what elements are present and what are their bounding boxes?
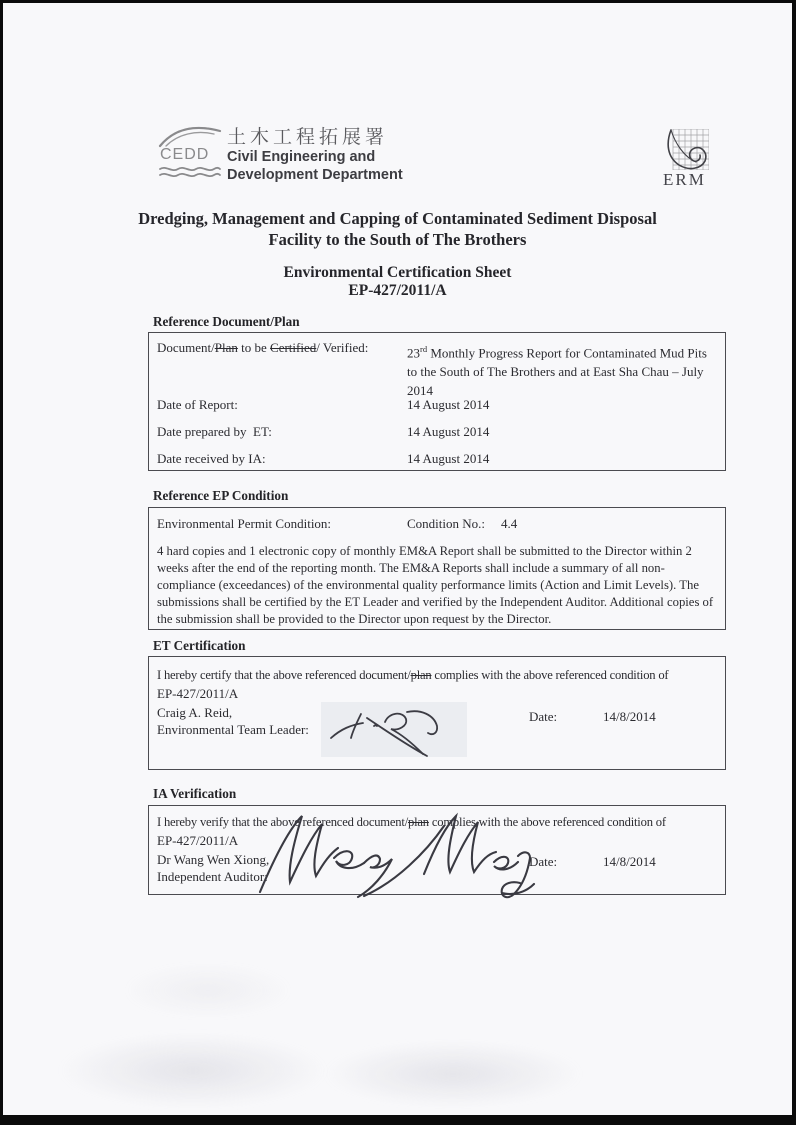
et-date-label: Date:: [529, 709, 558, 724]
cedd-wave-top-icon: [158, 122, 222, 148]
condition-no-label: Condition No.:: [407, 516, 486, 531]
et-statement-part1: I hereby certify that the above referenced document/: [157, 668, 411, 682]
document-label-part2: to be: [237, 340, 271, 355]
et-statement-struck-plan: plan: [410, 668, 432, 682]
cedd-acronym: CEDD: [160, 146, 210, 163]
cedd-english-name-line1: Civil Engineering and: [227, 149, 376, 165]
document-label-part3: / Verified:: [316, 340, 369, 355]
date-received-value: 14 August 2014: [407, 451, 490, 466]
ia-statement-part1: I hereby verify that the above referenced document/: [157, 815, 408, 829]
document-label-struck-plan: Plan: [214, 340, 238, 355]
date-prepared-label: Date prepared by ET:: [157, 424, 272, 439]
document-value-text: Monthly Progress Report for Contaminated Mud Pits to the South of The Brothers and at East Sha Chau – July 2014: [407, 345, 707, 399]
document-label-struck-certified: Certified: [270, 340, 317, 355]
reference-ep-box: [148, 507, 726, 630]
document-page: [3, 3, 792, 1115]
ia-signatory-title: Independent Auditor:: [157, 869, 268, 884]
document-value-ordinal: rd: [420, 344, 428, 354]
document-label-part1: Document/: [157, 340, 215, 355]
erm-spiral-grid-icon: [665, 129, 709, 170]
sheet-ref: EP-427/2011/A: [348, 282, 447, 299]
cedd-english-name-line2: Development Department: [227, 167, 403, 183]
scan-blotch: [323, 1041, 583, 1107]
condition-no-value: 4.4: [501, 516, 518, 531]
ep-condition-body: 4 hard copies and 1 electronic copy of monthly EM&A Report shall be submitted to the Director within 2 weeks after the end of the reporting month. The EM&A Reports shall include a summary of all non-compliance (exceedances) of the environmental quality performance limits (Action and Limit Levels). The submissions shall be certified by the ET Leader and verified by the Independent Auditor. Additional copies of the submission shall be provided to the Director upon request by the Director.: [157, 544, 714, 626]
et-statement: [157, 668, 668, 683]
date-of-report-label: Date of Report:: [157, 397, 238, 412]
et-statement-part2: complies with the above referenced condition of: [431, 668, 669, 682]
et-signatory-title: Environmental Team Leader:: [157, 722, 309, 737]
project-title-line2: Facility to the South of The Brothers: [268, 230, 527, 249]
ia-date-value: 14/8/2014: [603, 854, 656, 869]
cedd-wave-bottom-icon: [158, 165, 222, 181]
document-value: [407, 340, 719, 400]
sheet-title: Environmental Certification Sheet: [283, 264, 512, 281]
ia-date-label: Date:: [529, 854, 558, 869]
ia-statement-part2: complies with the above referenced condition of: [428, 815, 666, 829]
date-of-report-value: 14 August 2014: [407, 397, 490, 412]
et-date-value: 14/8/2014: [603, 709, 656, 724]
erm-name: ERM: [663, 170, 706, 189]
permit-condition-label: Environmental Permit Condition:: [157, 516, 332, 531]
ia-statement-ref: EP-427/2011/A: [157, 833, 239, 848]
et-signatory-name: Craig A. Reid,: [157, 705, 233, 720]
et-certification-box: [148, 656, 726, 770]
et-statement-ref: EP-427/2011/A: [157, 686, 239, 701]
ia-statement-struck-plan: plan: [408, 815, 429, 829]
ia-signatory-name: Dr Wang Wen Xiong,: [157, 852, 270, 867]
ia-verification-heading: IA Verification: [153, 786, 237, 801]
erm-logo: [663, 127, 715, 189]
project-title-line1: Dredging, Management and Capping of Contaminated Sediment Disposal: [138, 209, 657, 228]
document-value-number: 23: [407, 345, 420, 361]
cedd-chinese-name: 土木工程拓展署: [227, 126, 389, 148]
reference-ep-heading: Reference EP Condition: [153, 488, 289, 503]
cedd-logo: [158, 120, 408, 190]
reference-document-heading: Reference Document/Plan: [153, 314, 300, 329]
document-label: [157, 340, 368, 356]
scan-blotch: [123, 963, 293, 1018]
scan-blotch: [58, 1033, 328, 1108]
et-certification-heading: ET Certification: [153, 638, 246, 653]
et-signature: [321, 702, 471, 760]
ia-verification-box: [148, 805, 726, 895]
date-received-label: Date received by IA:: [157, 451, 266, 466]
ia-signature: [246, 804, 536, 904]
date-prepared-value: 14 August 2014: [407, 424, 490, 439]
reference-document-box: [148, 332, 726, 471]
